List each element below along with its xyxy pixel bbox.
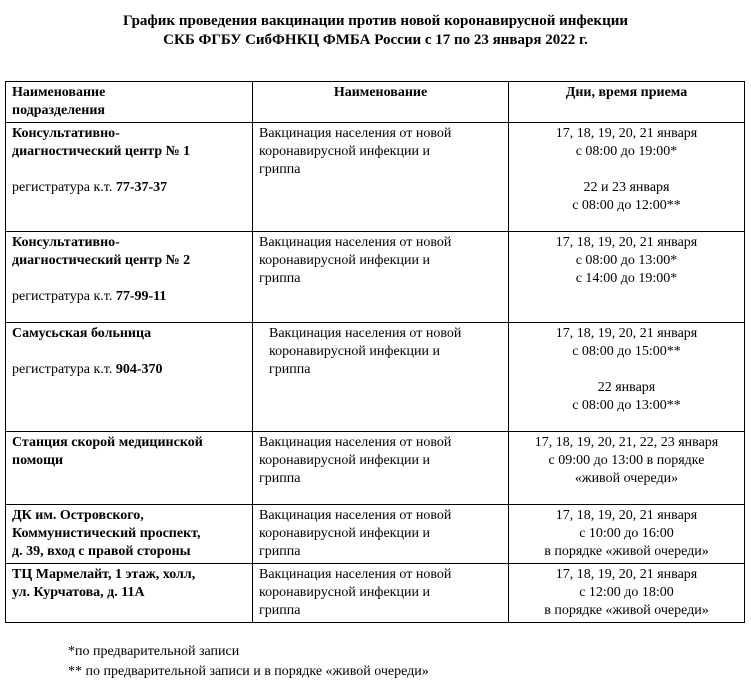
unit-cell: Станция скорой медицинской помощи	[6, 432, 253, 505]
header-unit: Наименование подразделения	[6, 82, 253, 123]
footnote-2: ** по предварительной записи и в порядке «живой очереди»	[68, 664, 429, 679]
days-cell: 17, 18, 19, 20, 21 января с 08:00 до 19:00* 22 и 23 января с 08:00 до 12:00**	[509, 123, 745, 232]
table-row	[6, 123, 745, 232]
registry-phone: регистратура к.т. 77-99-11	[12, 289, 167, 304]
days-cell: 17, 18, 19, 20, 21 января с 08:00 до 13:00* с 14:00 до 19:00*	[509, 232, 745, 323]
header-days: Дни, время приема	[509, 82, 745, 123]
footnotes	[68, 642, 429, 682]
unit-cell: Консультативно- диагностический центр № 1 регистратура к.т. 77-37-37	[6, 123, 253, 232]
table-row	[6, 505, 745, 564]
footnote-1: *по предварительной записи	[68, 644, 240, 659]
registry-phone: регистратура к.т. 904-370	[12, 362, 163, 377]
days-cell: 17, 18, 19, 20, 21 января с 10:00 до 16:00 в порядке «живой очереди»	[509, 505, 745, 564]
service-cell: Вакцинация населения от новой коронавирусной инфекции и гриппа	[253, 505, 509, 564]
days-cell: 17, 18, 19, 20, 21 января с 12:00 до 18:00 в порядке «живой очереди»	[509, 564, 745, 623]
table-row	[6, 323, 745, 432]
unit-cell: Консультативно- диагностический центр № 2 регистратура к.т. 77-99-11	[6, 232, 253, 323]
header-service: Наименование	[253, 82, 509, 123]
title-line-2: СКБ ФГБУ СибФНКЦ ФМБА России с 17 по 23 января 2022 г.	[163, 32, 588, 48]
vaccination-schedule-table	[5, 81, 745, 623]
document-title	[0, 12, 751, 50]
registry-phone: регистратура к.т. 77-37-37	[12, 180, 168, 195]
unit-cell: ТЦ Мармелайт, 1 этаж, холл, ул. Курчатова, д. 11А	[6, 564, 253, 623]
service-cell: Вакцинация населения от новой коронавирусной инфекции и гриппа	[253, 232, 509, 323]
table-row	[6, 232, 745, 323]
service-cell: Вакцинация населения от новой коронавирусной инфекции и гриппа	[253, 564, 509, 623]
service-cell: Вакцинация населения от новой коронавирусной инфекции и гриппа	[253, 123, 509, 232]
days-cell: 17, 18, 19, 20, 21 января с 08:00 до 15:00** 22 января с 08:00 до 13:00**	[509, 323, 745, 432]
table-row	[6, 432, 745, 505]
table-header-row	[6, 82, 745, 123]
table-row	[6, 564, 745, 623]
service-cell: Вакцинация населения от новой коронавирусной инфекции и гриппа	[253, 323, 509, 432]
title-line-1: График проведения вакцинации против новой коронавирусной инфекции	[122, 13, 629, 29]
unit-cell: Самусьская больница регистратура к.т. 904-370	[6, 323, 253, 432]
days-cell: 17, 18, 19, 20, 21, 22, 23 января с 09:00 до 13:00 в порядке «живой очереди»	[509, 432, 745, 505]
unit-cell: ДК им. Островского, Коммунистический проспект, д. 39, вход с правой стороны	[6, 505, 253, 564]
service-cell: Вакцинация населения от новой коронавирусной инфекции и гриппа	[253, 432, 509, 505]
